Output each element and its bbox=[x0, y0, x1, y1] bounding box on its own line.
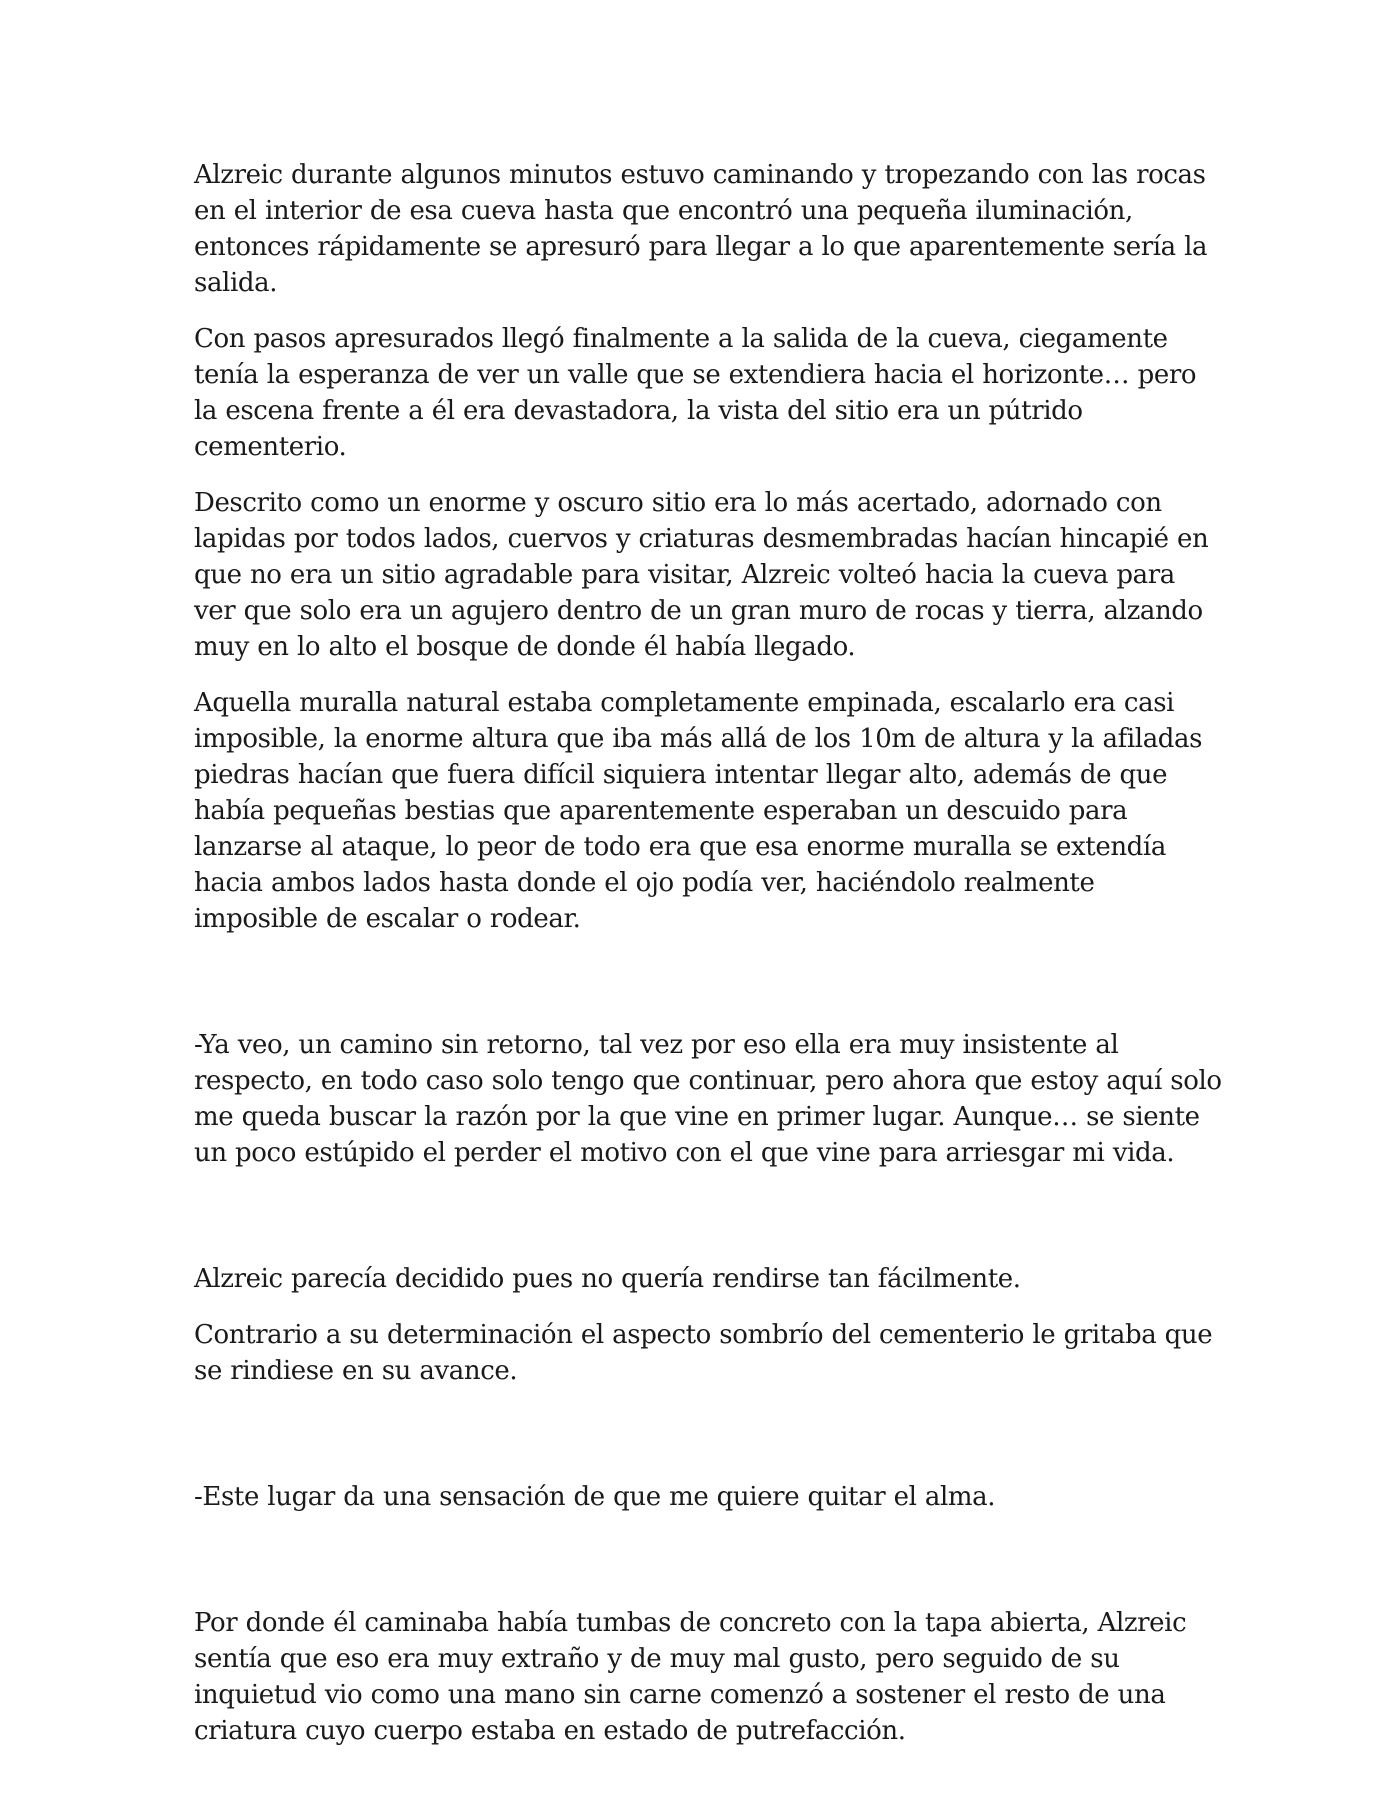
paragraph-4: Aquella muralla natural estaba completamente empinada, escalarlo era casi imposible, la enorme altura que iba más allá de los 10m de altura y la afiladas piedras hacían que fuera difícil siquiera intentar llegar alto, además de que había pequeñas bestias que aparentemente esperaban un descuido para lanzarse al ataque, lo peor de todo era que esa enorme muralla se extendía hacia ambos lados hasta donde el ojo podía ver, haciéndolo realmente imposible de escalar o rodear. bbox=[194, 688, 1203, 934]
paragraph-7: Por donde él caminaba había tumbas de concreto con la tapa abierta, Alzreic sentía que eso era muy extraño y de muy mal gusto, pero seguido de su inquietud vio como una mano sin carne comenzó a sostener el resto de una criatura cuyo cuerpo estaba en estado de putrefacción. bbox=[194, 1608, 1187, 1746]
paragraph-5: Alzreic parecía decidido pues no quería rendirse tan fácilmente. bbox=[194, 1264, 1021, 1294]
dialogue-1: -Ya veo, un camino sin retorno, tal vez por eso ella era muy insistente al respecto, en todo caso solo tengo que continuar, pero ahora que estoy aquí solo me queda buscar la razón por la que vine en primer lugar. Aunque… se siente un poco estúpido el perder el motivo con el que vine para arriesgar mi vida. bbox=[194, 1030, 1222, 1168]
dialogue-2: -Este lugar da una sensación de que me quiere quitar el alma. bbox=[194, 1482, 996, 1512]
paragraph-3: Descrito como un enorme y oscuro sitio era lo más acertado, adornado con lapidas por todos lados, cuervos y criaturas desmembradas hacían hincapié en que no era un sitio agradable para visitar, Alzreic volteó hacia la cueva para ver que solo era un agujero dentro de un gran muro de rocas y tierra, alzando muy en lo alto el bosque de donde él había llegado. bbox=[194, 488, 1209, 662]
paragraph-1: Alzreic durante algunos minutos estuvo caminando y tropezando con las rocas en el interior de esa cueva hasta que encontró una pequeña iluminación, entonces rápidamente se apresuró para llegar a lo que aparentemente sería la salida. bbox=[194, 160, 1208, 298]
document-body bbox=[194, 157, 1224, 1749]
paragraph-6: Contrario a su determinación el aspecto sombrío del cementerio le gritaba que se rindiese en su avance. bbox=[194, 1320, 1213, 1386]
paragraph-2: Con pasos apresurados llegó finalmente a la salida de la cueva, ciegamente tenía la esperanza de ver un valle que se extendiera hacia el horizonte… pero la escena frente a él era devastadora, la vista del sitio era un pútrido cementerio. bbox=[194, 324, 1197, 462]
